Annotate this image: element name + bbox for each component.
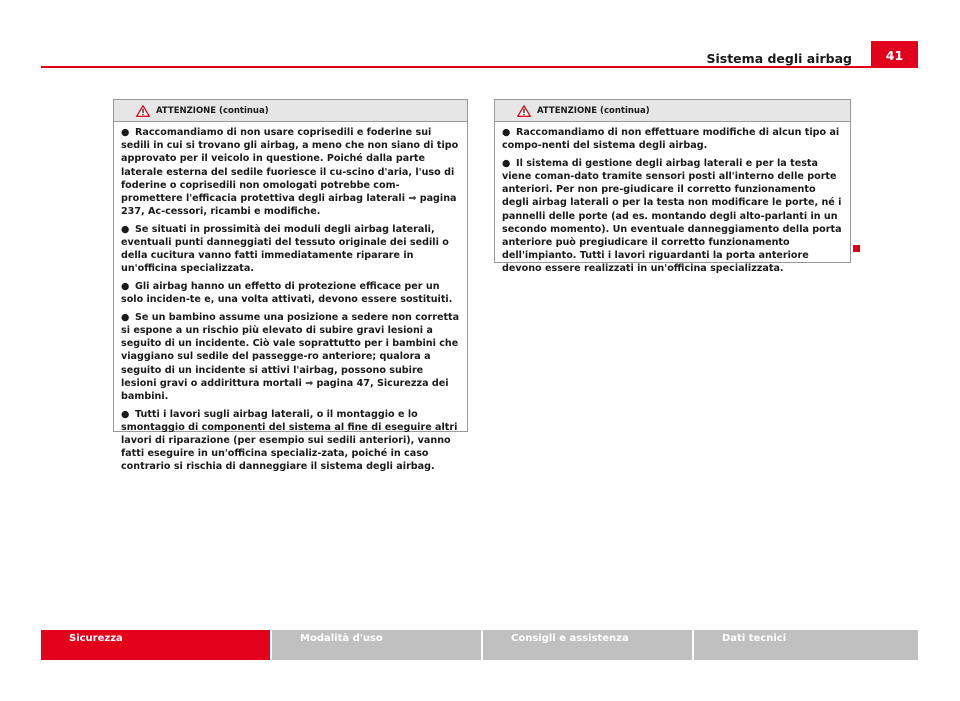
warning-paragraph bbox=[502, 126, 843, 152]
bullet: ● bbox=[121, 408, 130, 420]
bullet: ● bbox=[502, 127, 511, 138]
paragraph-text: Raccomandiamo di non effettuare modifiche di alcun tipo ai compo-nenti del sistema degli airbag. bbox=[502, 127, 840, 152]
bullet: ● bbox=[121, 311, 130, 323]
footer-tab-modalita-uso[interactable]: Modalità d'uso bbox=[272, 630, 481, 660]
bullet: ● bbox=[121, 281, 130, 293]
bullet: ● bbox=[121, 223, 130, 235]
paragraph-text: Il sistema di gestione degli airbag laterali e per la testa viene coman-dato tramite sensori posti all'interno delle porte anteriori. Per non pre-giudicare il corretto funzionamento degli airbag laterali o per la testa non modificare le porte, né i pannelli delle porte (ad es. montando degli alto-parlanti in un secondo momento). Un eventuale danneggiamento della porta anteriore può pregiudicare il corretto funzionamento dell'impianto. Tutti i lavori riguardanti la porta anteriore devono essere realizzati in un'officina specializzata. bbox=[502, 157, 842, 275]
warning-triangle-icon bbox=[136, 105, 150, 117]
page-number-text: 41 bbox=[885, 48, 904, 63]
right-warning-box bbox=[494, 99, 851, 275]
bullet: ● bbox=[121, 127, 130, 138]
right-warning-header bbox=[495, 100, 850, 122]
page-number bbox=[871, 41, 918, 68]
left-warning-box bbox=[113, 99, 468, 473]
paragraph-text: Raccomandiamo di non usare coprisedili e foderine sui sedili in cui si trovano gli airbag, a meno che non siano di tipo approvato per il veicolo in questione. Poiché dalla parte laterale esterna del sedile fuoriesce il cu-scino d'aria, l'uso di foderine o coprisedili non omologati potrebbe com-promettere l'efficacia protettiva degli airbag laterali ⇒ pagina 237, Ac-cessori, ricambi e modifiche. bbox=[121, 127, 459, 218]
paragraph-text: Tutti i lavori sugli airbag laterali, o il montaggio e lo smontaggio di componenti del sistema al fine di eseguire altri lavori di riparazione (per esempio sui sedili anteriori), vanno fatti eseguire in un'officina specializ-zata, poiché in caso contrario si rischia di danneggiare il sistema degli airbag. bbox=[121, 408, 458, 473]
paragraph-text: Se situati in prossimità dei moduli degli airbag laterali, eventuali punti danneggiati del tessuto originale dei sedili o della cucitura vanno fatti immediatamente riparare in un'officina specializzata. bbox=[121, 223, 449, 275]
right-warning-heading: ATTENZIONE (continua) bbox=[537, 105, 650, 116]
warning-paragraph bbox=[121, 126, 460, 218]
warning-paragraph bbox=[121, 311, 460, 403]
warning-paragraph bbox=[502, 157, 843, 276]
footer-nav bbox=[41, 630, 918, 660]
warning-paragraph bbox=[121, 280, 460, 306]
paragraph-text: Se un bambino assume una posizione a sedere non corretta si espone a un rischio più elevato di subire gravi lesioni a seguito di un incidente. Ciò vale soprattutto per i bambini che viaggiano sul sedile del passegge-ro anteriore; qualora a seguito di un incidente si attivi l'airbag, possono subire lesioni gravi o addirittura mortali ⇒ pagina 47, Sicurezza dei bambini. bbox=[121, 311, 460, 403]
section-end-marker bbox=[853, 245, 860, 252]
footer-tab-sicurezza[interactable]: Sicurezza bbox=[41, 630, 270, 660]
section-title: Sistema degli airbag bbox=[706, 51, 852, 66]
footer-tab-dati-tecnici[interactable]: Dati tecnici bbox=[694, 630, 918, 660]
left-warning-heading: ATTENZIONE (continua) bbox=[156, 105, 269, 116]
right-warning-body bbox=[495, 122, 850, 282]
left-warning-body bbox=[114, 122, 467, 480]
header-rule bbox=[41, 66, 918, 68]
left-warning-header bbox=[114, 100, 467, 122]
paragraph-text: Gli airbag hanno un effetto di protezione efficace per un solo inciden-te e, una volta attivati, devono essere sostituiti. bbox=[121, 281, 453, 306]
bullet: ● bbox=[502, 157, 511, 169]
warning-paragraph bbox=[121, 223, 460, 276]
footer-tab-consigli-assistenza[interactable]: Consigli e assistenza bbox=[483, 630, 692, 660]
warning-paragraph bbox=[121, 408, 460, 474]
warning-triangle-icon bbox=[517, 105, 531, 117]
